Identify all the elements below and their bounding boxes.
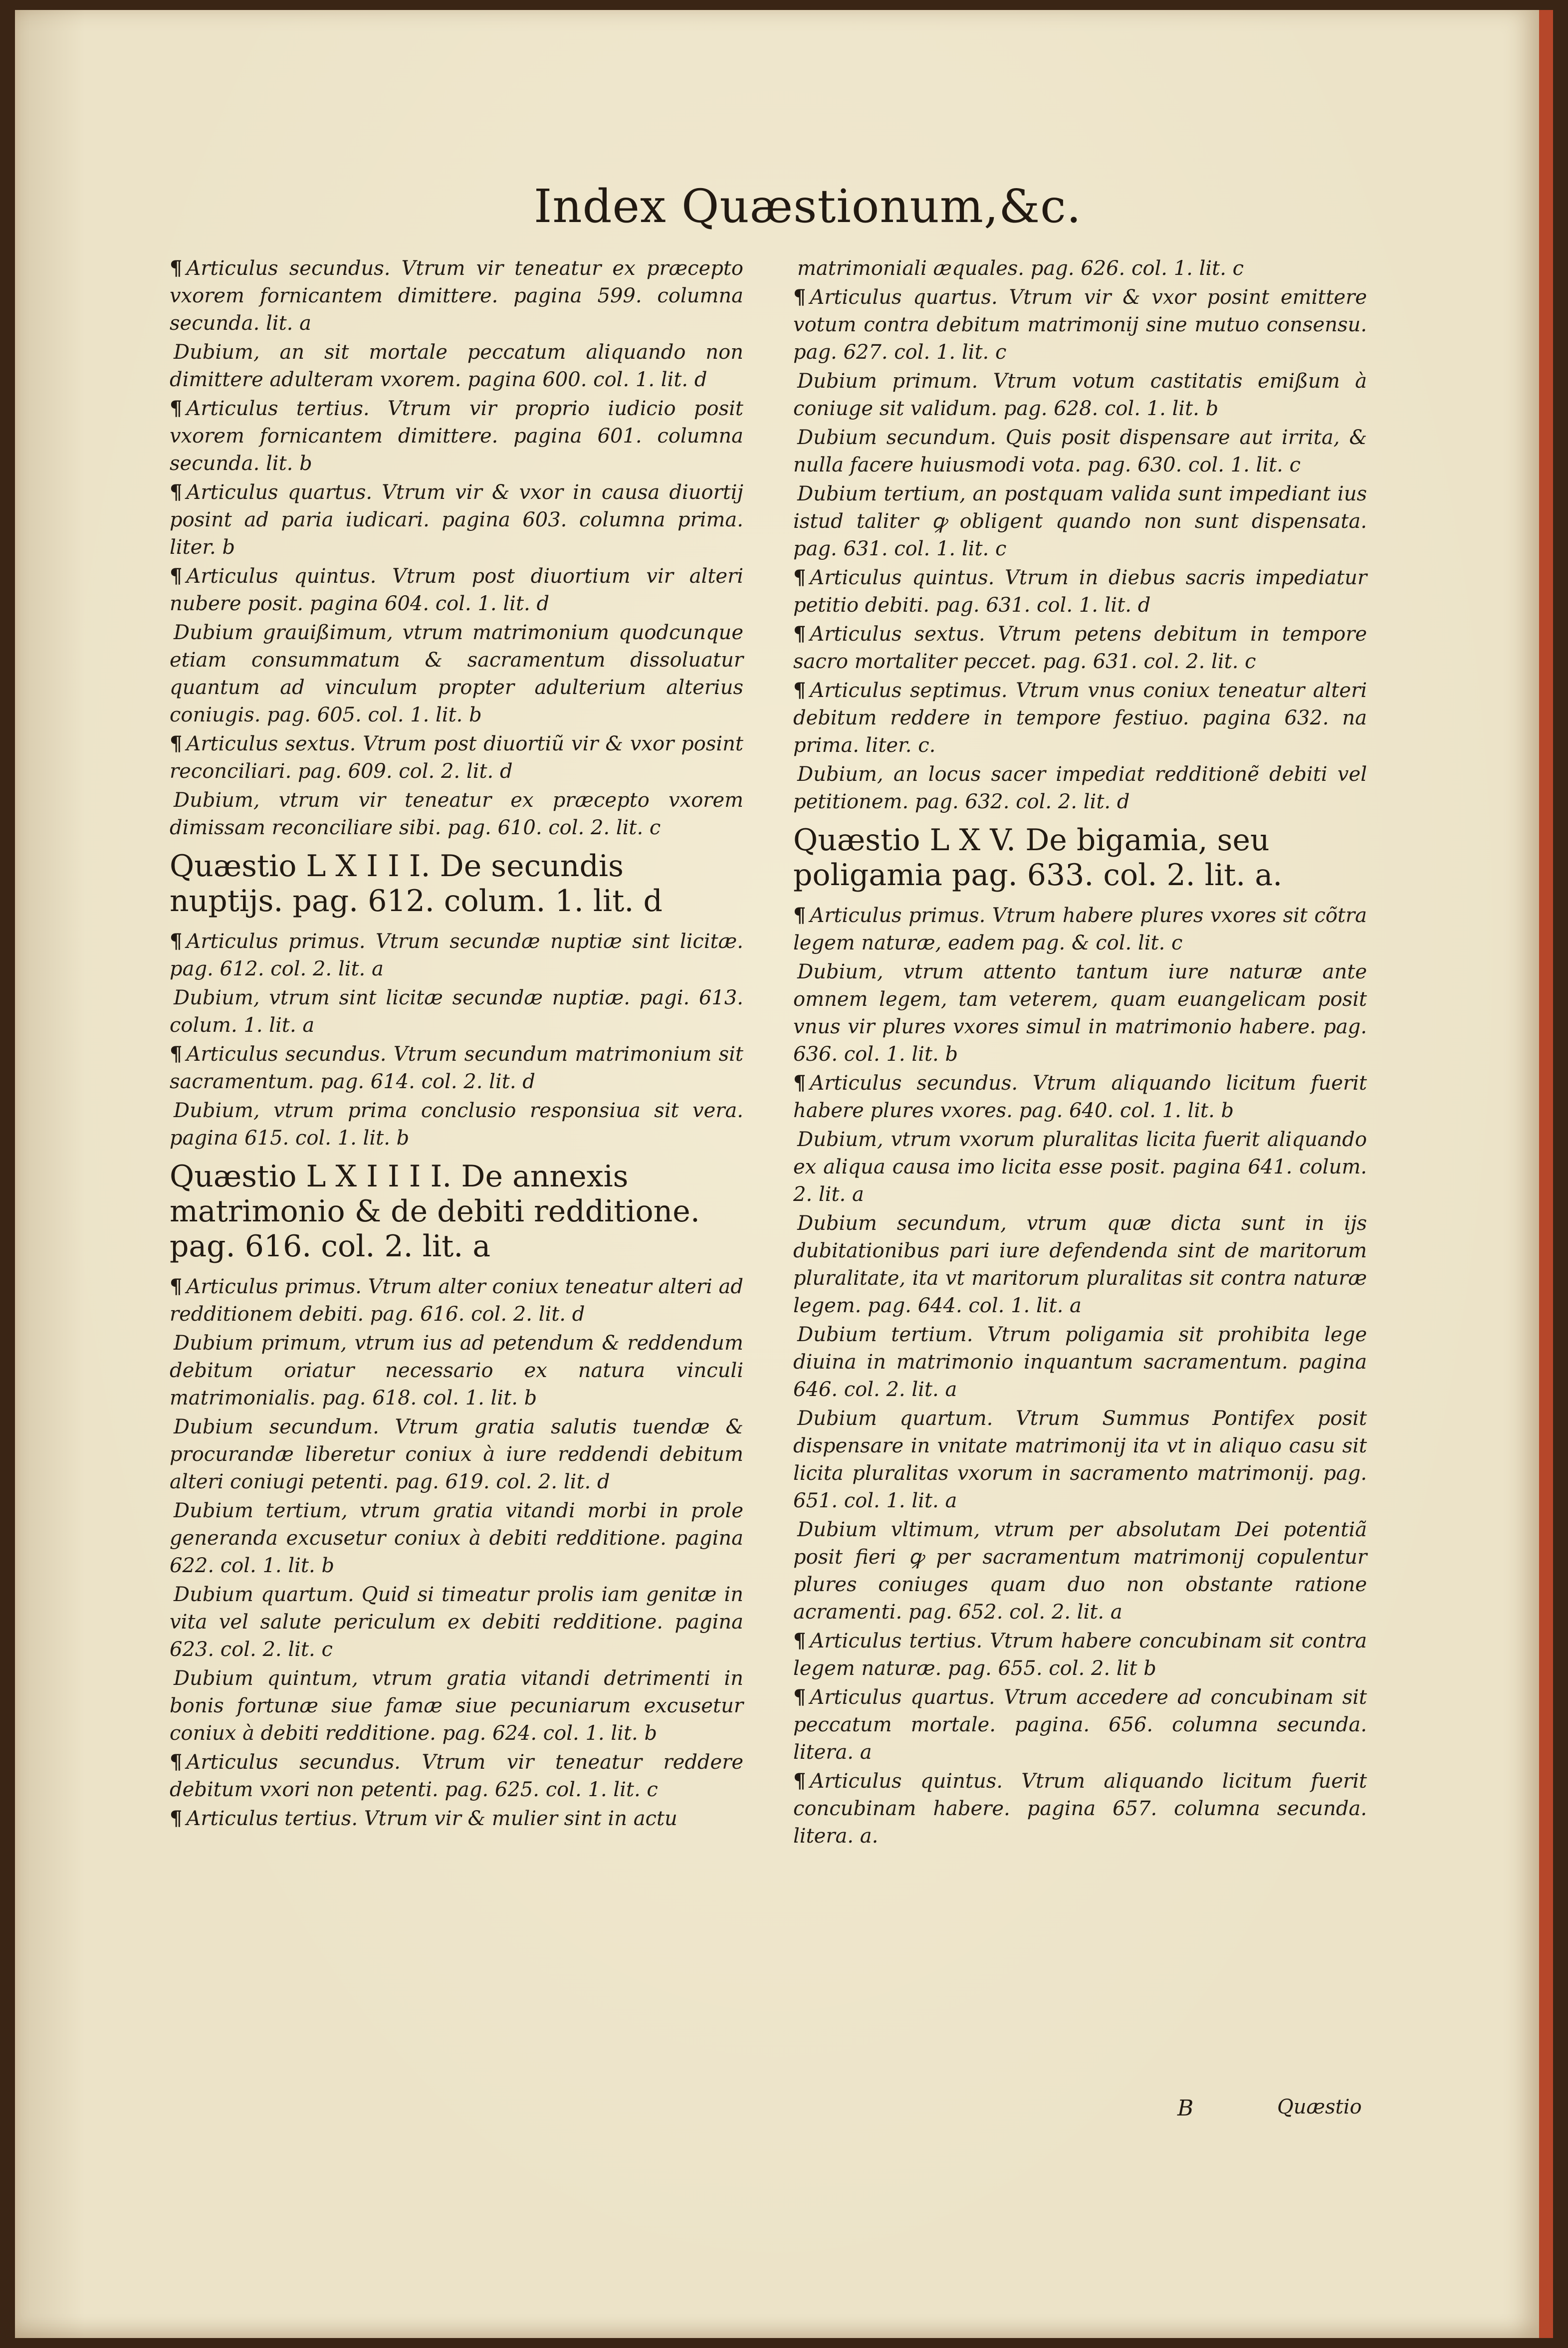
index-entry [170,1273,743,1328]
index-entry-text: Dubium quartum. Quid si timeatur prolis iam genitæ in vita vel salute periculum ex debiti redditione. pagina 623. col. 2. lit. c [170,1583,743,1661]
index-entry [793,564,1367,619]
index-entry [793,1516,1367,1626]
index-entry-text: Dubium, an locus sacer impediat redditionẽ debiti vel petitionem. pag. 632. col. 2. lit. d [793,763,1367,813]
pilcrow-mark: ¶ [170,1750,183,1774]
catchword: Quæstio [1277,2096,1362,2118]
index-entry [170,1040,743,1096]
index-entry [793,1321,1367,1404]
index-entry [793,620,1367,676]
pilcrow-mark: ¶ [793,904,806,927]
pilcrow-mark: ¶ [170,564,183,588]
index-entry [170,730,743,785]
running-head: Index Quæstionum,&c. [534,180,1082,233]
index-entry [793,1767,1367,1850]
index-entry-text: Dubium quartum. Vtrum Summus Pontifex posit dispensare in vnitate matrimonij ita vt in aliquo casu sit licita pluralitas vxorum in sacramento matrimonij. pag. 651. col. 1. lit. a [793,1407,1367,1512]
question-heading: Quæstio L X V. De bigamia, seu poligamia pag. 633. col. 2. lit. a. [793,823,1283,893]
index-entry [793,424,1367,479]
index-entry [793,254,1367,282]
index-entry-text: Articulus tertius. Vtrum habere concubinam sit contra legem naturæ. pag. 655. col. 2. lit b [793,1630,1367,1680]
index-entry-text: Dubium secundum, vtrum quæ dicta sunt in ijs dubitationibus pari iure defendenda sint de maritorum pluralitate, ita vt maritorum pluralitas sit contra naturæ legem. pag. 644. col. 1. lit. a [793,1212,1367,1317]
index-entry [793,1126,1367,1208]
index-entry [170,1664,743,1747]
pilcrow-mark: ¶ [170,1275,183,1298]
index-entry [170,1413,743,1496]
index-entry-text: Dubium vltimum, vtrum per absolutam Dei potentiã posit fieri ꝙ per sacramentum matrimonij copulentur plures coniuges quam duo non obstante ratione acramenti. pag. 652. col. 2. lit. a [793,1518,1367,1624]
index-entry-text: Dubium grauißimum, vtrum matrimonium quodcunque etiam consummatum & sacramentum dissoluatur quantum ad vinculum propter adulterium alterius coniugis. pag. 605. col. 1. lit. b [170,621,743,726]
index-entry-text: Dubium tertium, vtrum gratia vitandi morbi in prole generanda excusetur coniux à debiti redditione. pagina 622. col. 1. lit. b [170,1499,743,1577]
index-entry-text: Articulus secundus. Vtrum vir teneatur reddere debitum vxori non petenti. pag. 625. col. 1. lit. c [170,1751,743,1801]
pilcrow-mark: ¶ [793,1685,806,1709]
index-entry [170,338,743,394]
book-page [15,10,1553,2338]
pilcrow-mark: ¶ [793,1629,806,1652]
pilcrow-mark: ¶ [170,1042,183,1066]
index-entry [793,760,1367,816]
pilcrow-mark: ¶ [793,285,806,309]
index-entry-text: Dubium secundum. Quis posit dispensare aut irrita, & nulla facere huiusmodi vota. pag. 630. col. 1. lit. c [793,426,1367,476]
index-entry-text: Articulus tertius. Vtrum vir & mulier sint in actu [186,1807,677,1830]
pilcrow-mark: ¶ [170,480,183,504]
pilcrow-mark: ¶ [170,256,183,280]
index-entry [793,902,1367,957]
index-entry-text: Dubium, vtrum sint licitæ secundæ nuptiæ. pagi. 613. colum. 1. lit. a [170,986,743,1037]
pilcrow-mark: ¶ [170,732,183,755]
index-entry-text: Articulus primus. Vtrum secundæ nuptiæ sint licitæ. pag. 612. col. 2. lit. a [170,930,743,980]
index-entry-text: Dubium secundum. Vtrum gratia salutis tuendæ & procurandæ liberetur coniux à iure reddendi debitum alteri coniugi petenti. pag. 619. col. 2. lit. d [170,1415,743,1493]
index-entry-text: Articulus quartus. Vtrum accedere ad concubinam sit peccatum mortale. pagina. 656. columna secunda. litera. a [793,1686,1367,1764]
pilcrow-mark: ¶ [793,1769,806,1793]
question-heading: Quæstio L X I I I. De secundis nuptijs. pag. 612. colum. 1. lit. d [170,849,663,919]
index-entry-text: Articulus septimus. Vtrum vnus coniux teneatur alteri debitum reddere in tempore festiuo. pagina 632. na prima. liter. c. [793,679,1367,757]
index-entry [170,1329,743,1412]
index-entry-text: Articulus quintus. Vtrum in diebus sacris impediatur petitio debiti. pag. 631. col. 1. lit. d [793,566,1367,617]
index-entry [170,1805,743,1833]
index-entry-text: Dubium tertium, an postquam valida sunt impediant ius istud taliter ꝙ obligent quando non sunt dispensata. pag. 631. col. 1. lit. c [793,482,1367,560]
index-entry [793,1627,1367,1682]
index-entry-text: Dubium, vtrum vir teneatur ex præcepto vxorem dimissam reconciliare sibi. pag. 610. col. 2. lit. c [170,789,743,839]
index-entry [170,1497,743,1580]
index-entry [793,1069,1367,1125]
pilcrow-mark: ¶ [170,397,183,420]
question-heading: Quæstio L X I I I I. De annexis matrimonio & de debiti redditione. pag. 616. col. 2. lit. a [170,1159,700,1264]
index-entry-text: Dubium, an sit mortale peccatum aliquando non dimittere adulteram vxorem. pagina 600. col. 1. lit. d [170,341,743,391]
index-entry-text: Dubium primum, vtrum ius ad petendum & reddendum debitum oriatur necessario ex natura vinculi matrimonialis. pag. 618. col. 1. lit. b [170,1332,743,1409]
pilcrow-mark: ¶ [793,622,806,646]
pilcrow-mark: ¶ [793,566,806,589]
index-entry-text: Articulus primus. Vtrum habere plures vxores sit cõtra legem naturæ, eadem pag. & col. lit. c [793,904,1367,954]
index-entry [793,1683,1367,1766]
index-entry [170,984,743,1039]
index-entry-text: Articulus primus. Vtrum alter coniux teneatur alteri ad redditionem debiti. pag. 616. col. 2. lit. d [170,1275,743,1326]
index-entry [170,786,743,842]
index-entry-text: Articulus sextus. Vtrum petens debitum in tempore sacro mortaliter peccet. pag. 631. col. 2. lit. c [793,623,1367,673]
index-entry [170,478,743,561]
signature-mark: B [1177,2096,1194,2121]
index-entry [170,928,743,983]
index-entry [793,677,1367,759]
pilcrow-mark: ¶ [170,1807,183,1830]
index-entry [170,1097,743,1152]
index-entry [793,1209,1367,1320]
index-entry [793,283,1367,366]
index-entry-text: Articulus quintus. Vtrum aliquando licitum fuerit concubinam habere. pagina 657. columna secunda. litera. a. [793,1770,1367,1848]
index-entry [170,619,743,729]
index-entry [170,562,743,618]
index-entry-text: Articulus tertius. Vtrum vir proprio iudicio posit vxorem fornicantem dimittere. pagina 601. columna secunda. lit. b [170,397,743,475]
index-entry-text: Dubium, vtrum vxorum pluralitas licita fuerit aliquando ex aliqua causa imo licita esse posit. pagina 641. colum. 2. lit. a [793,1128,1367,1206]
pilcrow-mark: ¶ [170,930,183,953]
index-entry [793,367,1367,423]
index-entry [793,480,1367,563]
index-entry-text: Articulus secundus. Vtrum aliquando licitum fuerit habere plures vxores. pag. 640. col. 1. lit. b [793,1072,1367,1122]
pilcrow-mark: ¶ [793,679,806,702]
index-entry-text: Dubium, vtrum attento tantum iure naturæ ante omnem legem, tam veterem, quam euangelicam posit vnus vir plures vxores simul in matrimonio habere. pag. 636. col. 1. lit. b [793,960,1367,1066]
index-entry-text: Articulus sextus. Vtrum post diuortiũ vir & vxor posint reconciliari. pag. 609. col. 2. lit. d [170,732,743,783]
index-entry [170,1748,743,1804]
index-entry [170,395,743,477]
left-column [170,254,743,1834]
index-entry-text: Articulus quartus. Vtrum vir & vxor in causa diuortij posint ad paria iudicari. pagina 603. columna prima. liter. b [170,481,743,559]
index-entry [793,958,1367,1068]
index-entry [793,1405,1367,1515]
index-entry-text: Articulus secundus. Vtrum secundum matrimonium sit sacramentum. pag. 614. col. 2. lit. d [170,1043,743,1093]
index-entry-text: Dubium, vtrum prima conclusio responsiua sit vera. pagina 615. col. 1. lit. b [170,1099,743,1150]
index-entry-text: matrimoniali æquales. pag. 626. col. 1. lit. c [797,257,1244,280]
index-entry-text: Articulus secundus. Vtrum vir teneatur ex præcepto vxorem fornicantem dimittere. pagina 599. columna secunda. lit. a [170,257,743,335]
index-entry [170,254,743,337]
index-entry-text: Dubium tertium. Vtrum poligamia sit prohibita lege diuina in matrimonio inquantum sacramentum. pagina 646. col. 2. lit. a [793,1323,1367,1401]
pilcrow-mark: ¶ [793,1071,806,1095]
index-entry-text: Articulus quartus. Vtrum vir & vxor posint emittere votum contra debitum matrimonij sine mutuo consensu. pag. 627. col. 1. lit. c [793,286,1367,364]
index-entry-text: Dubium primum. Vtrum votum castitatis emißum à coniuge sit validum. pag. 628. col. 1. lit. b [793,370,1367,420]
right-column [793,254,1367,1851]
index-entry-text: Dubium quintum, vtrum gratia vitandi detrimenti in bonis fortunæ siue famæ siue pecuniarum excusetur coniux à debiti redditione. pag. 624. col. 1. lit. b [170,1667,743,1745]
index-entry-text: Articulus quintus. Vtrum post diuortium vir alteri nubere posit. pagina 604. col. 1. lit. d [170,565,743,615]
index-entry [170,1581,743,1663]
